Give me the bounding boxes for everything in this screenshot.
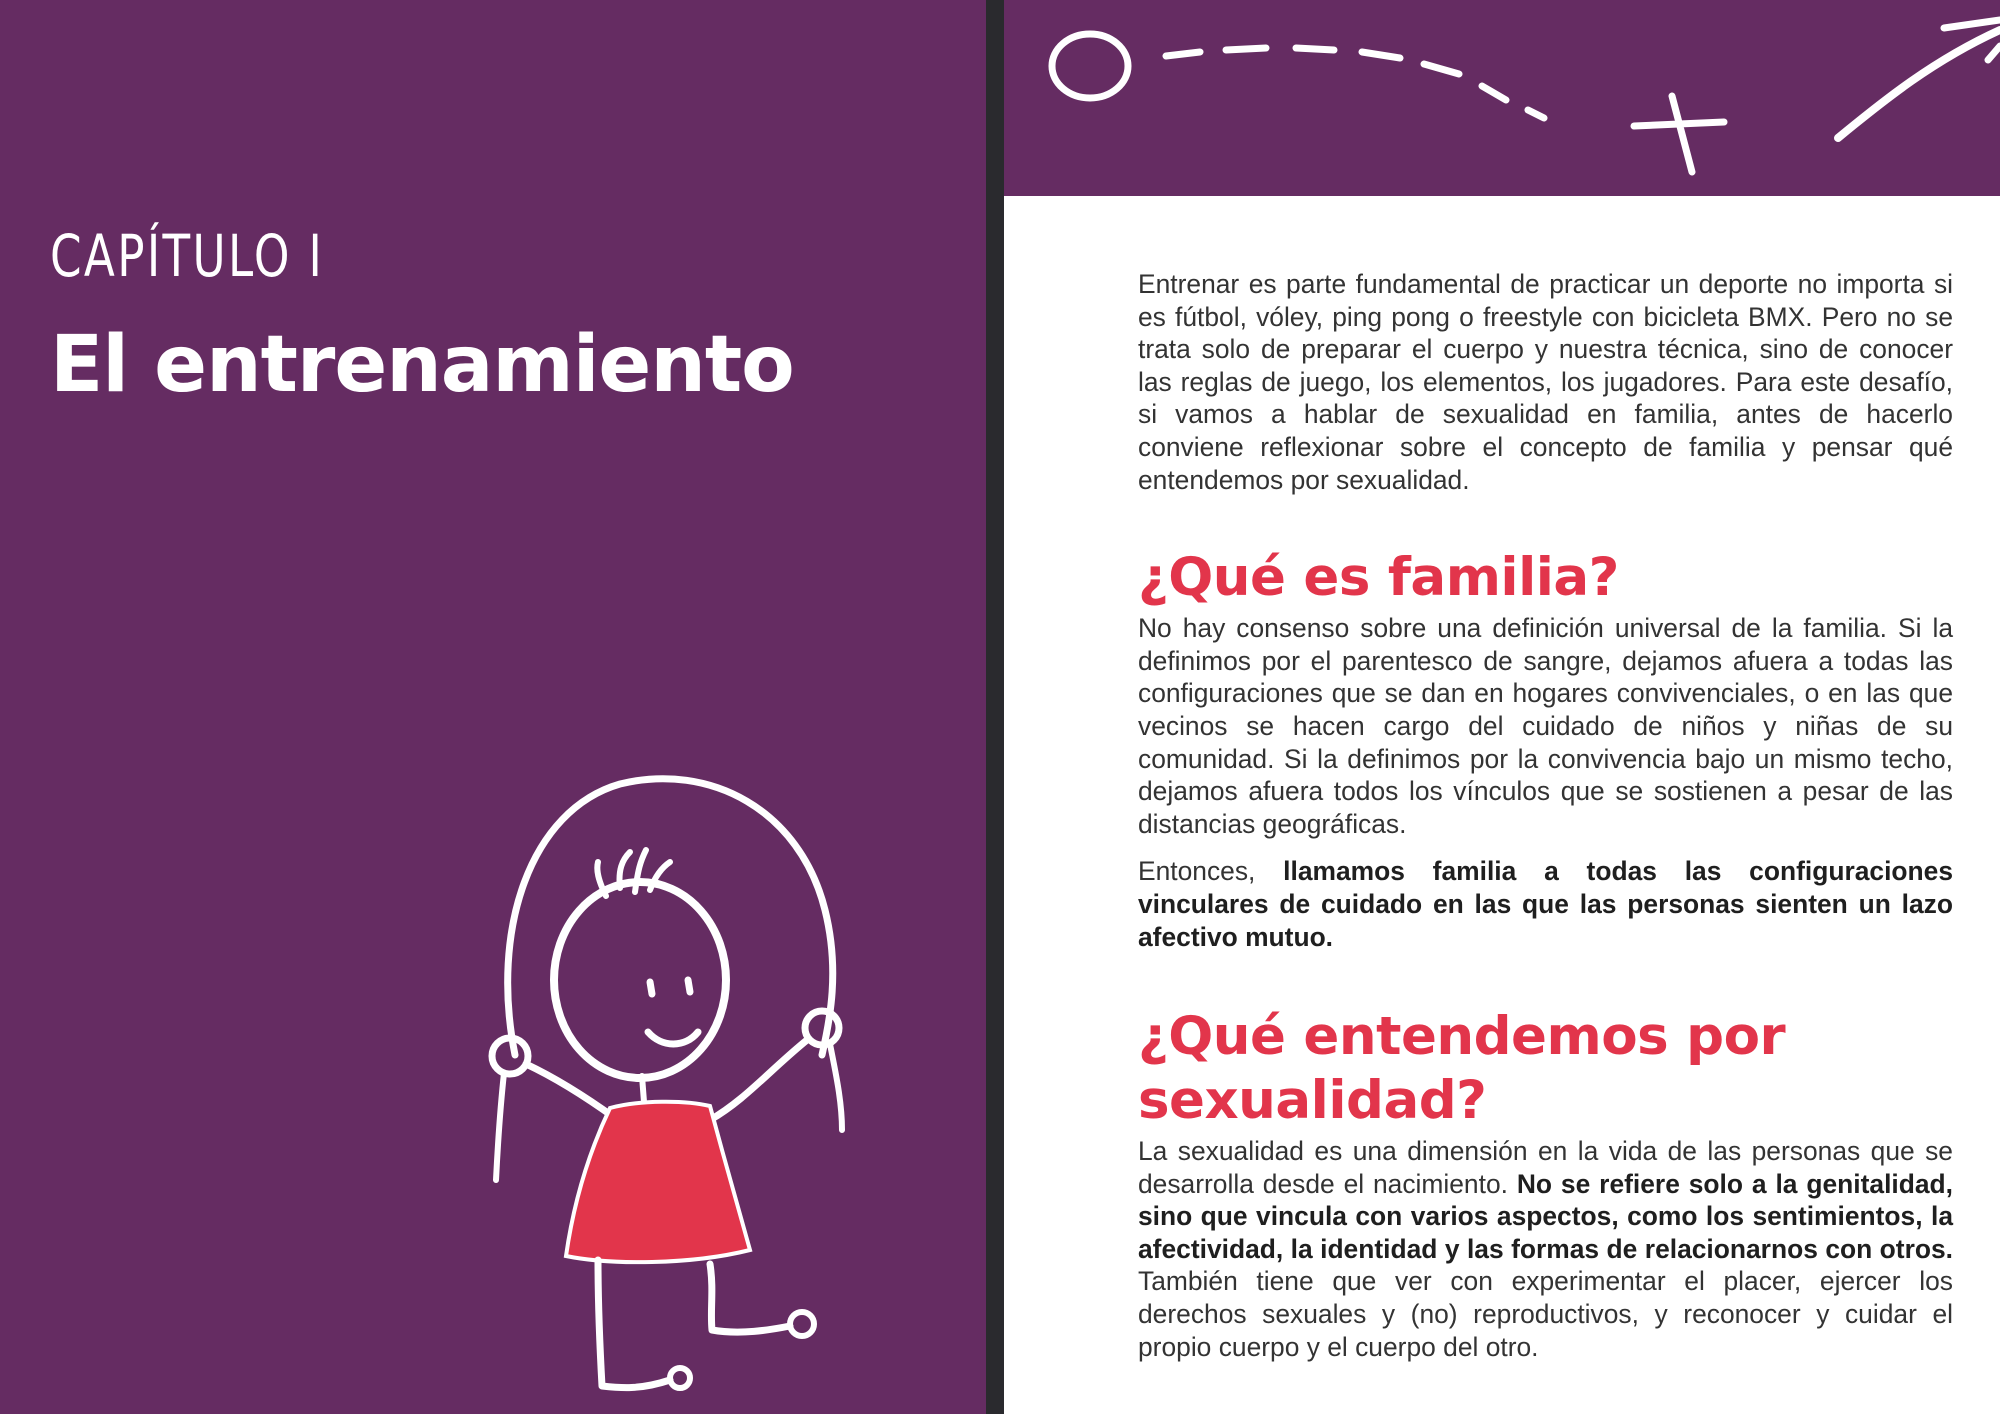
chapter-label: CAPÍTULO I xyxy=(50,222,325,290)
article-body xyxy=(1138,268,1953,1363)
heading-que-es-familia: ¿Qué es familia? xyxy=(1138,547,1619,609)
right-page xyxy=(1004,0,2000,1414)
familia-paragraph: No hay consenso sobre una definición universal de la familia. Si la definimos por el parentesco de sangre, dejamos afuera a todas las configuraciones que se dan en hogares convivenciales, o en las que vecinos se hacen cargo del cuidado de niños y niñas de su comunidad. Si la definimos por la convivencia bajo un mismo techo, dejamos afuera todos los vínculos que se sostienen a pesar de las distancias geográficas. xyxy=(1138,613,1953,839)
girl-jumping-rope-illustration xyxy=(470,770,870,1410)
familia-definition-paragraph xyxy=(1138,855,1953,953)
leg-left xyxy=(598,1260,670,1388)
sexualidad-lead: La sexualidad es una dimensión en la vida de las personas que se desarrolla desde el nacimiento. xyxy=(1138,1136,1953,1199)
sexualidad-bold: No se refiere solo a la genitalidad, sino que vincula con varios aspectos, como los sentimientos, la afectividad, la identidad y las formas de relacionarnos con otros. xyxy=(1138,1168,1953,1264)
book-gutter xyxy=(986,0,1004,1414)
smile xyxy=(648,1032,698,1044)
head xyxy=(554,882,726,1078)
dress xyxy=(566,1102,750,1262)
familia-definition-bold: llamamos familia a todas las configuraciones vinculares de cuidado en las que las personas sienten un lazo afectivo mutuo. xyxy=(1138,856,1954,952)
eyes xyxy=(650,980,690,994)
play-diagram-icon xyxy=(1004,0,2000,196)
familia-definition-lead: Entonces, xyxy=(1138,856,1284,887)
sexualidad-tail: También tiene que ver con experimentar el placer, ejercer los derechos sexuales y (no) reproductivos, y reconocer y cuidar el propio cuerpo y el cuerpo del otro. xyxy=(1138,1266,1953,1362)
chalk-diagram-banner xyxy=(1004,0,2000,196)
chapter-title: El entrenamiento xyxy=(50,320,794,410)
arm-right xyxy=(710,1040,807,1120)
sexualidad-paragraph xyxy=(1138,1135,1953,1363)
left-page xyxy=(0,0,986,1414)
leg-right xyxy=(710,1264,790,1332)
heading-que-entendemos-por-sexualidad: ¿Qué entendemos por sexualidad? xyxy=(1138,1006,1786,1132)
intro-paragraph: Entrenar es parte fundamental de practicar un deporte no importa si es fútbol, vóley, ping pong o freestyle con bicicleta BMX. Pero no se trata solo de preparar el cuerpo y nuestra técnica, sino de conocer las reglas de juego, los elementos, los jugadores. Para este desafío, si vamos a hablar de sexualidad en familia, antes de hacerlo conviene reflexionar sobre el concepto de familia y pensar qué entendemos por sexualidad. xyxy=(1138,269,1953,495)
